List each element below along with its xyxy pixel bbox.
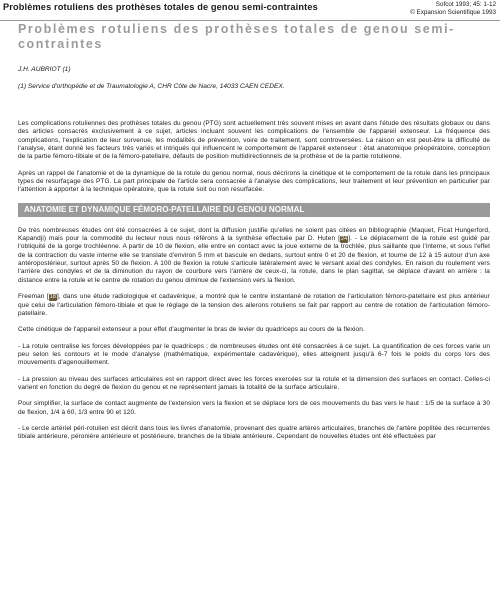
journal-citation bbox=[410, 1, 496, 17]
paragraph-text: Freeman [ bbox=[18, 293, 49, 301]
page-header bbox=[0, 0, 500, 21]
reference-link-24[interactable]: 24 bbox=[340, 236, 348, 243]
section-paragraph-1 bbox=[18, 227, 490, 285]
section-paragraph-5: - La pression au niveau des surfaces articulaires est en rapport direct avec les forces exercées sur la rotule et la dimension des surfaces en contact. Celles-ci varient en fonction du degré de flexion du genou et ne représentent jamais la totalité de la surface articulaire. bbox=[18, 375, 490, 391]
article-body bbox=[18, 22, 490, 442]
intro-paragraph-1: Les complications rotuliennes des prothèses totales du genou (PTG) sont actuellement très souvent mises en avant dans l'étude des résultats globaux ou dans des articles consacrés exclusivement à ce sujet, articles incluant souvent les complications de l'ensemble de l'appareil extenseur. La fréquence des complications, l'explication de leur survenue, les modalités de prévention, voire de traitement, sont controversées. La raison en est peut-être la difficulté de l'analyse, étant donné les facteurs très variés et intriqués qui influencent le comportement de l'appareil extenseur : état anatomique préopératoire, conception de la partie fémoro-tibiale et de la fémoro-patellaire, défauts de position multidirectionnels de la prothèse et de la partie rotulienne. bbox=[18, 120, 490, 161]
paragraph-text: ], dans une étude radiologique et cadavérique, a montré que le centre instantané de rotation de l'articulation fémoro-patellaire est plus antérieur que celui de l'articulation fémoro-tibiale et que le réglage de la tension des ailerons rotuliens se fait par rapport au centre de rotation de l'articulation fémoro-patellaire. bbox=[18, 293, 490, 317]
author-line: J.H. AUBRIOT (1) bbox=[18, 66, 71, 73]
section-paragraph-4: - La rotule centralise les forces développées par le quadriceps ; de nombreuses études ont été consacrées à ce sujet. La quantification de ces forces varie un peu selon les contours et le mode d'analyse (mathématique, expérimentale cadavérique), elles atteignent jusqu'à 6-7 fois le poids du corps lors des mouvements d'agenouillement. bbox=[18, 342, 490, 367]
paragraph-text: De très nombreuses études ont été consacrées à ce sujet, dont la diffusion justifie qu'elles ne soient pas citées en bibliographie (Maquet, Ficat Hungerford, Kapandji) mais pour la commodité du lecteur nous nous référons à la synthèse effectuée par D. Huten [ bbox=[18, 226, 490, 243]
affiliation-line: (1) Service d'orthopédie et de Traumatologie A, CHR Côte de Nacre, 14033 CAEN CEDEX. bbox=[18, 83, 285, 90]
section-paragraph-2 bbox=[18, 293, 490, 318]
copyright-line: © Expansion Scientifique 1993 bbox=[410, 9, 496, 16]
journal-reference: Sofcot 1993; 45: 1-12 bbox=[435, 1, 496, 8]
paragraph-text: ]. - Le déplacement de la rotule est guidé par l'obliquité de la gorge trochléenne. A partir de 10 de flexion, elle entre en contact avec la joue externe de la trochlée, plus saillante que l'interne, et sous l'effet de la contraction du vaste interne elle se translate d'environ 5 mm et bascule en dedans, surtout entre 0 et 20 de flexion, et tourne de 12 à 15 autour d'un axe antéropostérieur, surtout après 50 de flexion. A 100 de flexion la rotule s'articule latéralement avec le versant axial des condyles. En raison du roulement vers l'arrière des condyles et de la diminution du rayon de courbure vers l'arrière de ceux-ci, la rotule, dans le plan sagittal, se déplace d'avant en arrière : la distance entre la rotule et le centre de rotation du genou diminue de l'extension vers la flexion. bbox=[18, 235, 490, 284]
intro-paragraph-2: Après un rappel de l'anatomie et de la dynamique de la rotule du genou normal, nous décrirons la cinétique et le comportement de la rotule dans les principaux types de resurfaçage des PTG. La part principale de l'article sera consacrée à l'analyse des complications, leur traitement et leur prévention en particulier par l'attention à apporter à la technique opératoire, que la rotule soit ou non resurfacée. bbox=[18, 169, 490, 194]
section-paragraph-3: Cette cinétique de l'appareil extenseur a pour effet d'augmenter le bras de levier du quadriceps au cours de la flexion. bbox=[18, 326, 365, 334]
section-paragraph-6: Pour simplifier, la surface de contact augmente de l'extension vers la flexion et se déplace lors de ces mouvements du bas vers le haut : 1/5 de la surface à 30 de flexion, 1/4 à 60, 1/3 entre 90 et 120. bbox=[18, 400, 490, 416]
reference-link-18[interactable]: 18 bbox=[49, 294, 56, 301]
section-heading: ANATOMIE ET DYNAMIQUE FÉMORO-PATELLAIRE DU GENOU NORMAL bbox=[18, 203, 490, 217]
running-title: Problèmes rotuliens des prothèses totales de genou semi-contraintes bbox=[3, 2, 318, 12]
article-title: Problèmes rotuliens des prothèses totales de genou semi-contraintes bbox=[18, 22, 455, 51]
section-paragraph-7: - Le cercle artériel péri-rotulien est décrit dans tous les livres d'anatomie, provenant des quatre artères articulaires, branches de l'artère poplitée des récurrentes tibiale antérieure, péronière antérieure et postérieure, branches de la tibiale antérieure. Cependant de nouvelles études ont été effectuées par bbox=[18, 424, 490, 441]
